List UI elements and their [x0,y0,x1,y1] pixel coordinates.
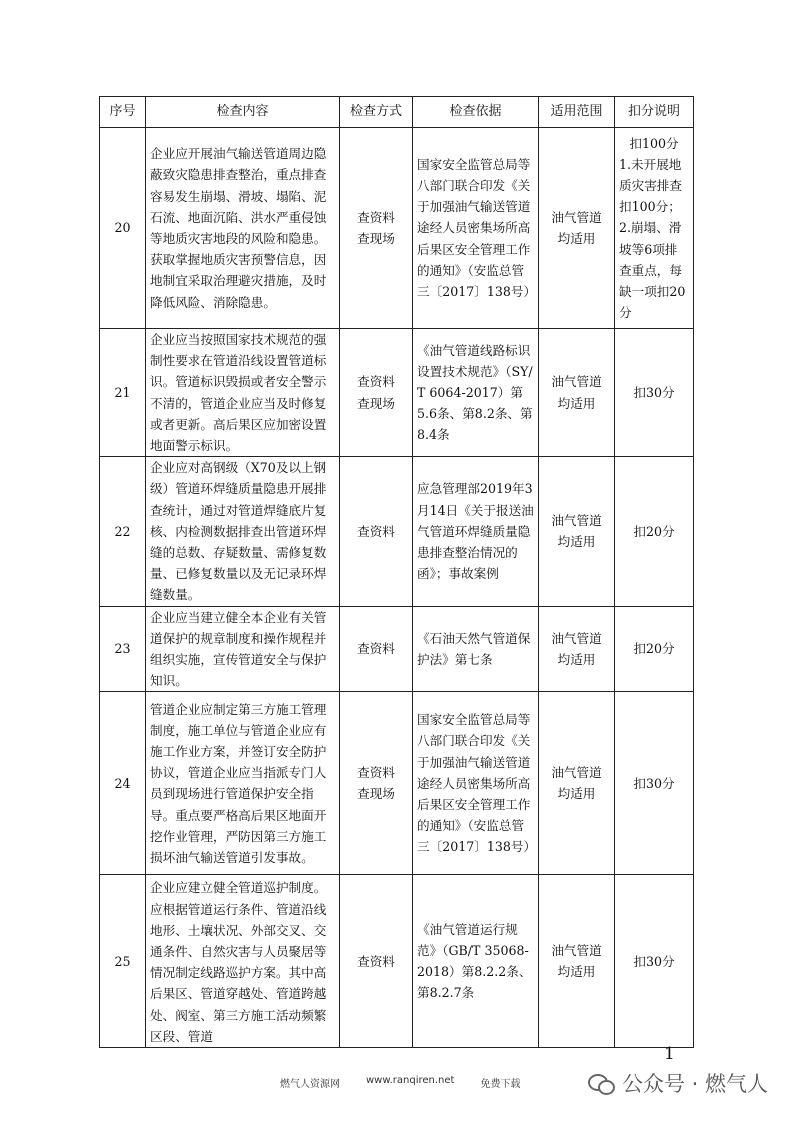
row-range: 油气管道 均适用 [539,692,615,875]
inspection-table [99,96,694,1048]
footer-site: 燃气人资源网 [280,1079,340,1090]
watermark [588,1068,768,1098]
header-no: 序号 [100,97,146,128]
table-row [100,692,694,875]
row-content: 管道企业应制定第三方施工管理制度，施工单位与管道企业应有施工作业方案，并签订安全防护协议，管道企业应当指派专门人员到现场进行管道保护安全指导。重点要严格高后果区地面开挖作业管理，严防因第三方施工损坏油气输送管道引发事故。 [146,692,340,875]
table-header-row [100,97,694,128]
header-basis: 检查依据 [413,97,539,128]
table-row [100,875,694,1048]
row-basis: 国家安全监管总局等八部门联合印发《关于加强油气输送管道途经人员密集场所高后果区安全管理工作的通知》（安监总管三〔2017〕138号） [413,128,539,329]
header-content: 检查内容 [146,97,340,128]
header-method: 检查方式 [340,97,413,128]
wechat-icon [588,1072,614,1094]
row-basis: 应急管理部2019年3月14日《关于报送油气管道环焊缝质量隐患排查整治情况的函》；事故案例 [413,457,539,606]
row-deduct: 扣20分 [615,606,694,692]
row-no: 21 [100,329,146,457]
row-content: 企业应当建立健全本企业有关管道保护的规章制度和操作规程并组织实施，宣传管道安全与保护知识。 [146,606,340,692]
row-method: 查资料 查现场 [340,329,413,457]
row-deduct: 扣20分 [615,457,694,606]
row-basis: 《油气管道运行规范》（GB/T 35068-2018）第8.2.2条、第8.2.7条 [413,875,539,1048]
footer-url: www.ranqiren.net [366,1075,455,1086]
row-range: 油气管道 均适用 [539,457,615,606]
table-row [100,457,694,606]
row-content: 企业应当按照国家技术规范的强制性要求在管道沿线设置管道标识。管道标识毁损或者安全警示不清的，管道企业应当及时修复或者更新。高后果区应加密设置地面警示标识。 [146,329,340,457]
row-deduct: 扣30分 [615,329,694,457]
deduct-head: 扣100分 [629,135,679,151]
row-range: 油气管道 均适用 [539,606,615,692]
table-row [100,329,694,457]
row-no: 24 [100,692,146,875]
watermark-text: 公众号 · 燃气人 [622,1072,769,1096]
row-range: 油气管道 均适用 [539,128,615,329]
row-no: 20 [100,128,146,329]
row-range: 油气管道 均适用 [539,875,615,1048]
row-method: 查资料 查现场 [340,128,413,329]
row-method: 查资料 [340,875,413,1048]
footer-download: 免费下载 [480,1079,521,1090]
row-method: 查资料 查现场 [340,692,413,875]
header-range: 适用范围 [539,97,615,128]
row-deduct: 扣30分 [615,875,694,1048]
row-content: 企业应开展油气输送管道周边隐蔽致灾隐患排查整治，重点排查容易发生崩塌、滑坡、塌陷、泥石流、地面沉陷、洪水严重侵蚀等地质灾害地段的风险和隐患。获取掌握地质灾害预警信息，因地制宜采取治理避灾措施，及时降低风险、消除隐患。 [146,128,340,329]
row-content: 企业应建立健全管道巡护制度。应根据管道运行条件、管道沿线地形、土壤状况、外部交叉、交通条件、自然灾害与人员聚居等情况制定线路巡护方案。其中高后果区、管道穿越处、管道跨越处、阀室、第三方施工活动频繁区段、管道 [146,875,340,1048]
deduct-detail: 1.未开展地质灾害排查扣100分； 2.崩塌、滑坡等6项排查重点，每缺一项扣20分 [619,156,686,321]
row-method: 查资料 [340,606,413,692]
page-number: 1 [664,1044,675,1064]
row-no: 22 [100,457,146,606]
row-no: 25 [100,875,146,1048]
row-no: 23 [100,606,146,692]
row-basis: 《石油天然气管道保护法》第七条 [413,606,539,692]
row-basis: 国家安全监管总局等八部门联合印发《关于加强油气输送管道途经人员密集场所高后果区安全管理工作的通知》（安监总管三〔2017〕138号） [413,692,539,875]
row-range: 油气管道 均适用 [539,329,615,457]
header-deduct: 扣分说明 [615,97,694,128]
row-deduct: 扣30分 [615,692,694,875]
row-basis: 《油气管道线路标识设置技术规范》（SY/T 6064-2017）第5.6条、第8.2条、第8.4条 [413,329,539,457]
row-deduct [615,128,694,329]
page-footer [280,1075,520,1090]
row-content: 企业应对高钢级（X70及以上钢级）管道环焊缝质量隐患开展排查统计，通过对管道焊缝底片复核、内检测数据排查出管道环焊缝的总数、存疑数量、需修复数量、已修复数量以及无记录环焊缝数量。 [146,457,340,606]
table-row [100,606,694,692]
row-method: 查资料 [340,457,413,606]
table-row [100,128,694,329]
